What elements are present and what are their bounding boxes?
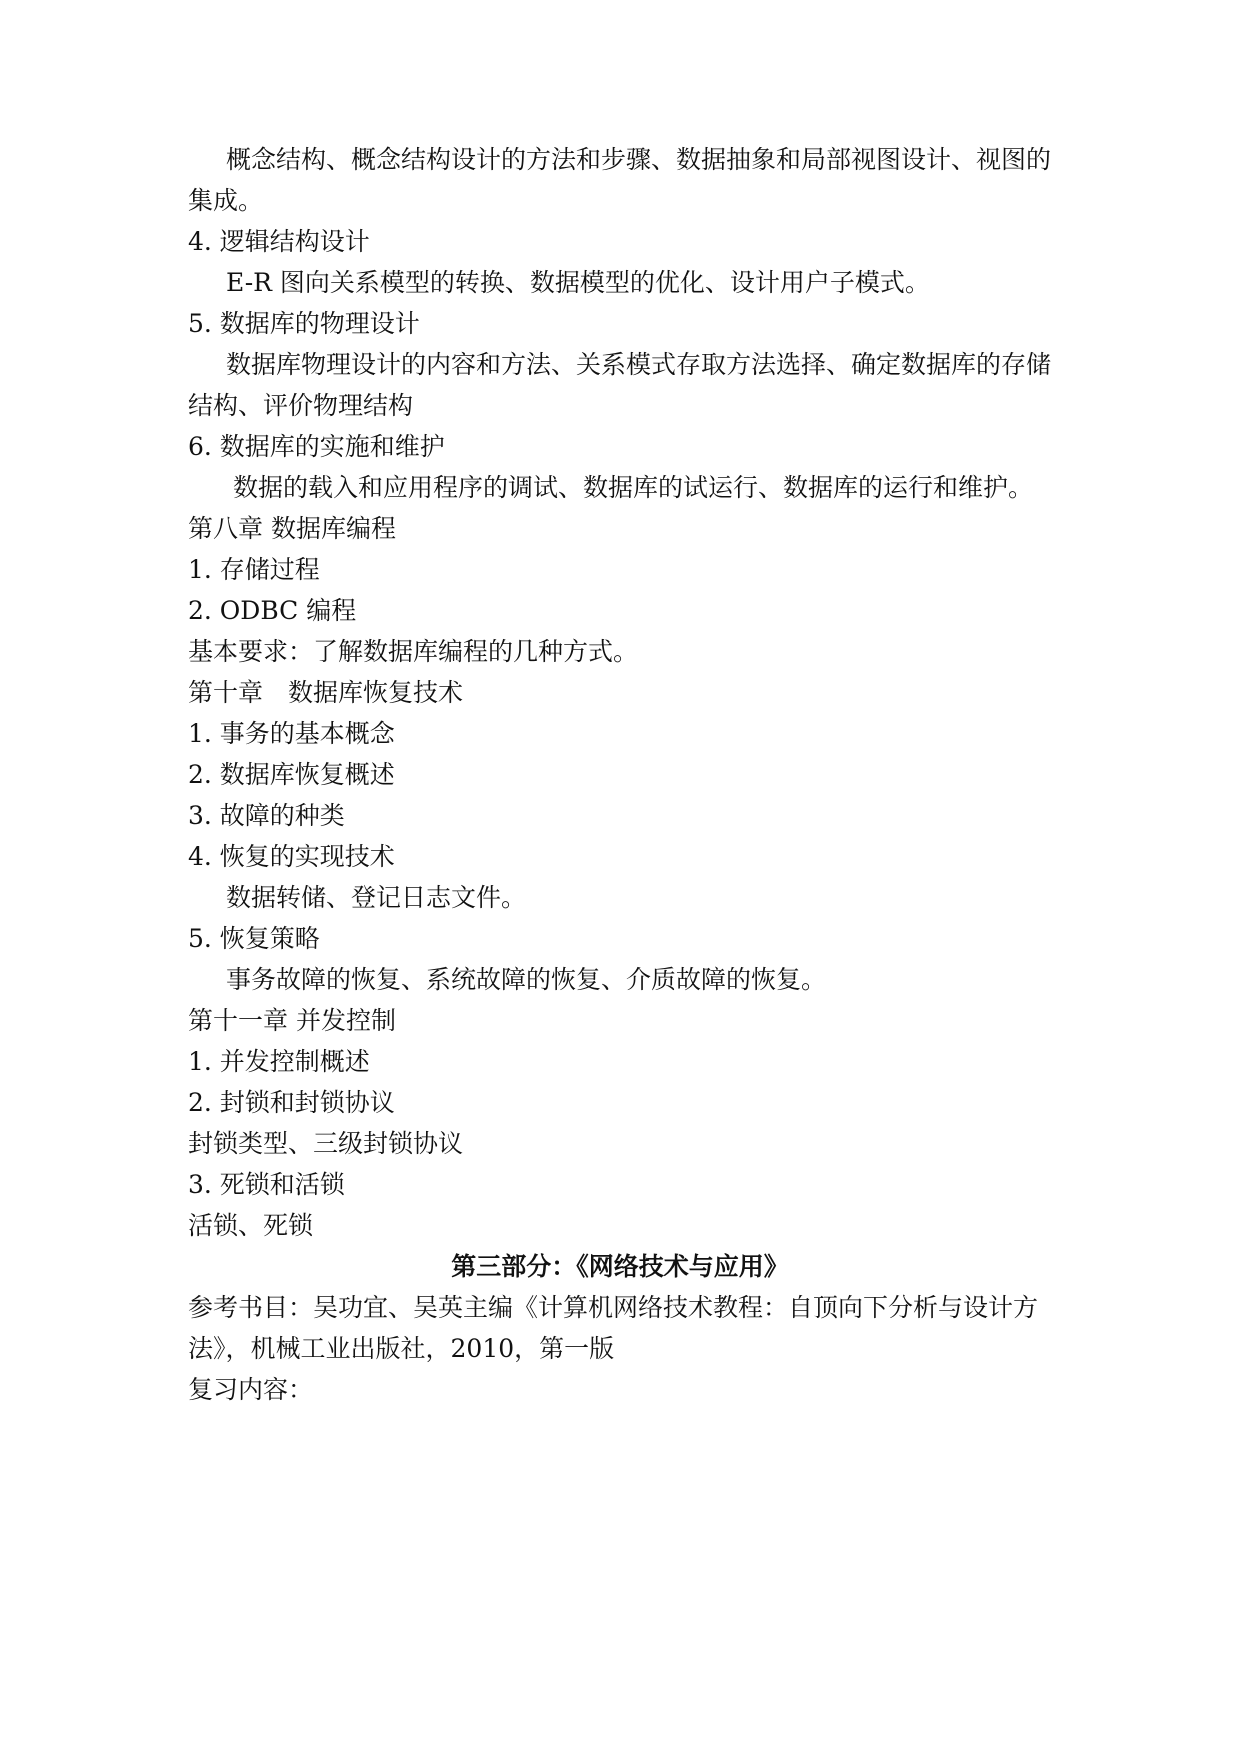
item-locking-protocols: 2. 封锁和封锁协议 (188, 1088, 395, 1117)
item-logical-structure-design: 4. 逻辑结构设计 (188, 227, 370, 256)
chapter-heading-10: 第十章 数据库恢复技术 (188, 678, 464, 707)
basic-requirement: 基本要求：了解数据库编程的几种方式。 (188, 637, 639, 666)
paragraph-er-conversion: E-R 图向关系模型的转换、数据模型的优化、设计用户子模式。 (226, 268, 930, 297)
paragraph-conceptual-structure: 概念结构、概念结构设计的方法和步骤、数据抽象和局部视图设计、视图的 (226, 145, 1052, 174)
item-implementation-maintenance: 6. 数据库的实施和维护 (188, 432, 445, 461)
paragraph-implementation: 数据的载入和应用程序的调试、数据库的试运行、数据库的运行和维护。 (233, 473, 1034, 502)
reference-book-continuation: 法》，机械工业出版社，2010，第一版 (188, 1334, 615, 1363)
item-recovery-strategy: 5. 恢复策略 (188, 924, 320, 953)
paragraph-locking-types: 封锁类型、三级封锁协议 (188, 1129, 464, 1158)
section-heading-part-3: 第三部分：《网络技术与应用》 (451, 1252, 789, 1281)
review-content-label: 复习内容： (188, 1375, 314, 1404)
item-recovery-overview: 2. 数据库恢复概述 (188, 760, 395, 789)
paragraph-physical-design: 数据库物理设计的内容和方法、关系模式存取方法选择、确定数据库的存储 (226, 350, 1052, 379)
paragraph-recovery-strategy: 事务故障的恢复、系统故障的恢复、介质故障的恢复。 (226, 965, 827, 994)
paragraph-continuation: 集成。 (188, 186, 264, 215)
reference-book: 参考书目：吴功宜、吴英主编《计算机网络技术教程：自顶向下分析与设计方 (188, 1293, 1039, 1322)
paragraph-livelock-deadlock: 活锁、死锁 (188, 1211, 314, 1240)
item-transaction-concept: 1. 事务的基本概念 (188, 719, 395, 748)
item-odbc-programming: 2. ODBC 编程 (188, 596, 357, 625)
item-concurrency-overview: 1. 并发控制概述 (188, 1047, 370, 1076)
item-deadlock-livelock: 3. 死锁和活锁 (188, 1170, 345, 1199)
item-recovery-techniques: 4. 恢复的实现技术 (188, 842, 395, 871)
item-physical-design: 5. 数据库的物理设计 (188, 309, 420, 338)
item-stored-procedure: 1. 存储过程 (188, 555, 320, 584)
item-failure-types: 3. 故障的种类 (188, 801, 345, 830)
chapter-heading-8: 第八章 数据库编程 (188, 514, 396, 543)
paragraph-continuation: 结构、评价物理结构 (188, 391, 414, 420)
paragraph-recovery-techniques: 数据转储、登记日志文件。 (226, 883, 527, 912)
chapter-heading-11: 第十一章 并发控制 (188, 1006, 396, 1035)
